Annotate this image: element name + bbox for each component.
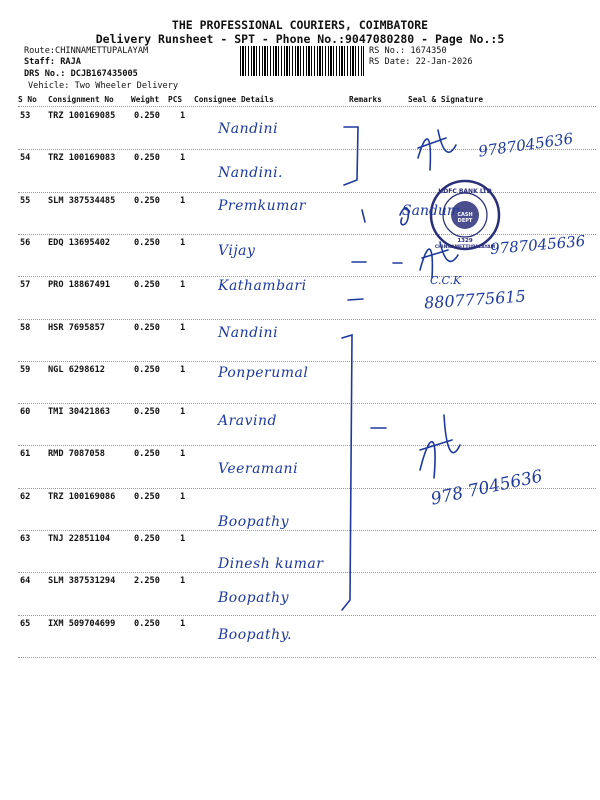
row-weight: 0.250 — [134, 195, 160, 206]
signature-name: Sandum — [402, 203, 461, 219]
row-pcs: 1 — [180, 195, 186, 206]
bracket-mark — [342, 335, 352, 610]
phone-note-2: 9787045636 — [489, 231, 587, 259]
row-consignee-handwritten: Dinesh kumar — [218, 556, 324, 572]
row-sno: 53 — [20, 111, 31, 121]
row-consignment: SLM 387534485 — [48, 195, 116, 206]
row-consignee-handwritten: Veeramani — [218, 461, 299, 478]
row-pcs: 1 — [180, 534, 186, 544]
row-consignee-handwritten: Aravind — [218, 413, 278, 430]
row-pcs: 1 — [180, 491, 186, 502]
dash-mark — [348, 299, 363, 300]
row-weight: 2.250 — [134, 576, 160, 587]
signature-mark — [418, 130, 456, 170]
row-weight: 0.250 — [134, 491, 160, 502]
row-consignee-handwritten: Boopathy. — [218, 626, 293, 643]
row-pcs: 1 — [180, 111, 186, 121]
drs-value: DCJB167435005 — [70, 69, 138, 79]
row-consignment: HSR 7695857 — [48, 322, 105, 333]
row-sno: 56 — [20, 237, 31, 248]
route-label: Route: — [24, 46, 56, 56]
row-weight: 0.250 — [134, 618, 160, 629]
dash-mark — [362, 210, 365, 222]
row-pcs: 1 — [180, 280, 186, 291]
row-sno: 54 — [20, 153, 31, 164]
stamp-bottom-text: CHINNAMETTUPALAYAM — [434, 245, 496, 250]
row-consignee-handwritten: Kathambari — [218, 278, 307, 295]
col-remarks: Remarks — [349, 95, 382, 104]
row-pcs: 1 — [180, 322, 186, 333]
row-consignee-handwritten: Ponperumal — [218, 364, 309, 381]
row-consignment: RMD 7087058 — [48, 449, 105, 460]
vehicle-label: Vehicle: — [28, 81, 70, 91]
row-sno: 59 — [20, 364, 31, 375]
row-pcs: 1 — [180, 237, 186, 248]
row-consignment: NGL 6298612 — [48, 364, 105, 375]
row-consignee-handwritten: Boopathy — [218, 513, 290, 530]
row-consignment: TNJ 22851104 — [48, 534, 111, 544]
col-pcs: PCS — [168, 95, 183, 104]
row-consignee-handwritten: Premkumar — [218, 197, 306, 214]
row-pcs: 1 — [180, 449, 186, 460]
row-pcs: 1 — [180, 407, 186, 418]
row-pcs: 1 — [180, 576, 186, 587]
row-consignment: PRO 18867491 — [48, 280, 111, 291]
note-cck: C.C.K — [430, 274, 462, 287]
bracket-mark — [344, 127, 358, 185]
stamp-code-text: 1329 — [457, 238, 473, 244]
drs-label: DRS No.: — [24, 69, 66, 79]
row-sno: 55 — [20, 195, 31, 206]
row-weight: 0.250 — [134, 153, 160, 164]
rs-date-label: RS Date: — [369, 57, 411, 67]
row-consignment: TRZ 100169083 — [48, 153, 116, 164]
company-title: THE PROFESSIONAL COURIERS, COIMBATORE — [171, 18, 429, 32]
row-consignment: IXM 509704699 — [48, 618, 116, 629]
row-consignment: TMI 30421863 — [48, 407, 111, 418]
row-consignee-handwritten: Nandini. — [218, 165, 283, 182]
row-sno: 64 — [20, 576, 31, 587]
stamp-top-text: HDFC BANK LTD — [438, 188, 492, 195]
row-consignment: SLM 387531294 — [48, 576, 116, 587]
col-consignment: Consignment No — [48, 95, 114, 104]
rs-no-value: 1674350 — [410, 46, 447, 56]
row-weight: 0.250 — [134, 449, 160, 460]
vehicle-value: Two Wheeler Delivery — [74, 81, 179, 91]
runsheet-subtitle: Delivery Runsheet - SPT - Phone No.:9047080280 - Page No.:5 — [95, 32, 505, 46]
row-pcs: 1 — [180, 153, 186, 164]
row-pcs: 1 — [180, 364, 186, 375]
row-weight: 0.250 — [134, 407, 160, 418]
rs-date-value: 22-Jan-2026 — [415, 57, 473, 67]
row-consignee-handwritten: Vijay — [218, 242, 256, 259]
row-sno: 62 — [20, 491, 31, 502]
row-weight: 0.250 — [134, 111, 160, 121]
rs-no-label: RS No.: — [369, 46, 406, 56]
staff-label: Staff: — [24, 57, 56, 67]
row-sno: 63 — [20, 534, 31, 544]
row-consignment: TRZ 100169086 — [48, 491, 116, 502]
row-sno: 61 — [20, 449, 31, 460]
row-consignment: EDQ 13695402 — [48, 237, 111, 248]
staff-value: RAJA — [60, 57, 81, 67]
row-consignee-handwritten: Nandini — [218, 324, 279, 341]
col-consignee: Consignee Details — [194, 95, 274, 104]
row-sno: 65 — [20, 618, 31, 629]
route-value: CHINNAMETTUPALAYAM — [55, 46, 149, 56]
row-weight: 0.250 — [134, 280, 160, 291]
row-weight: 0.250 — [134, 534, 160, 544]
row-sno: 57 — [20, 280, 31, 291]
row-consignee-handwritten: Boopathy — [218, 590, 290, 607]
col-sno: S No — [18, 95, 37, 104]
row-consignment: TRZ 100169085 — [48, 111, 116, 121]
col-seal: Seal & Signature — [408, 95, 484, 104]
stamp-center-text: CASH DEPT — [457, 212, 473, 224]
phone-note-3: 8807775615 — [423, 286, 527, 313]
row-sno: 58 — [20, 322, 31, 333]
col-weight: Weight — [131, 95, 160, 104]
phone-note-1: 9787045636 — [477, 129, 575, 161]
row-weight: 0.250 — [134, 322, 160, 333]
row-weight: 0.250 — [134, 364, 160, 375]
row-weight: 0.250 — [134, 237, 160, 248]
phone-note-4: 978 7045636 — [429, 466, 545, 510]
row-pcs: 1 — [180, 618, 186, 629]
row-sno: 60 — [20, 407, 31, 418]
row-consignee-handwritten: Nandini — [218, 121, 279, 137]
signature-mark — [420, 415, 460, 478]
